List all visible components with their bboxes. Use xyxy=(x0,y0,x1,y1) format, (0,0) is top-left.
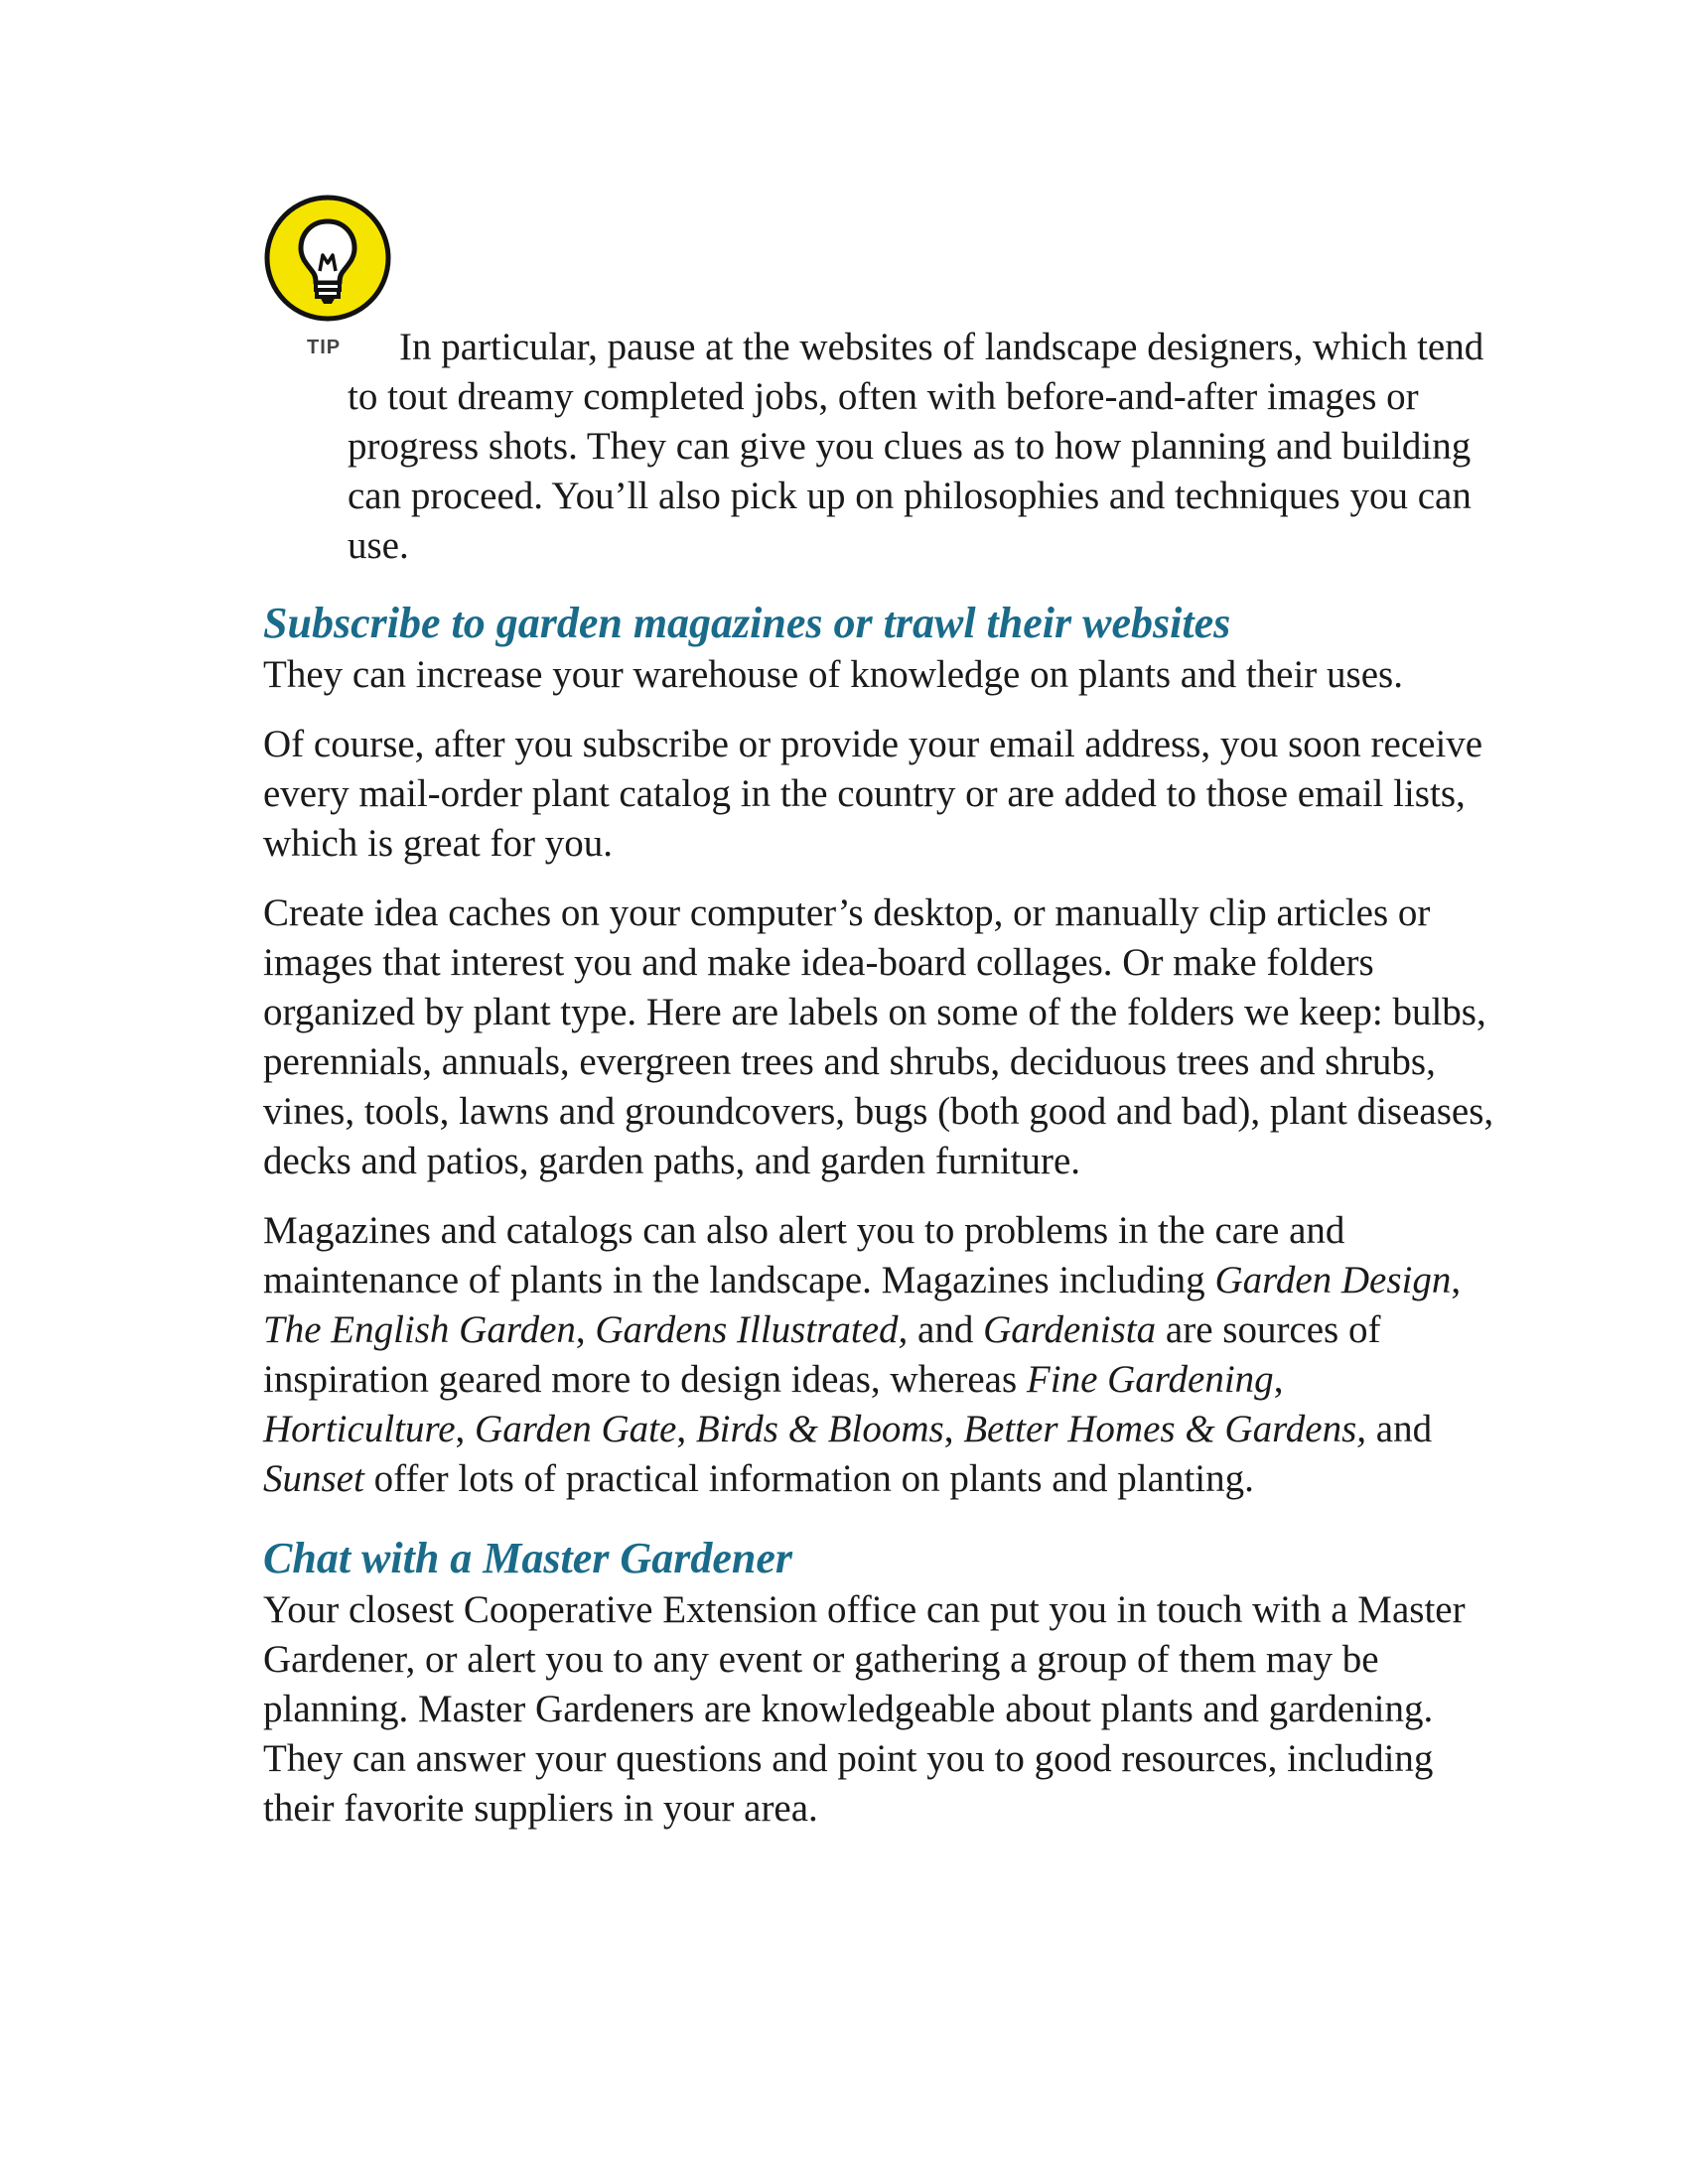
magazine-title: Better Homes & Gardens, xyxy=(963,1408,1367,1450)
magazine-title: Birds & Blooms xyxy=(695,1408,944,1450)
magazine-title: Garden Design xyxy=(1214,1259,1452,1301)
paragraph: Your closest Cooperative Extension office can put you in touch with a Master Gardener, or alert you to any event or gathering a group of them may be planning. Master Gardeners are knowledgeable about plants and gardening. They can answer your questions and point you to good resources, including their favorite suppliers in your area. xyxy=(263,1588,1466,1830)
magazine-title: Sunset xyxy=(263,1457,364,1500)
tip-text: In particular, pause at the websites of landscape designers, which tend to tout dreamy completed jobs, often with before-and-after images or progress shots. They can give you clues as to how planning and building can proceed. You’ll also pick up on philosophies and techniques you can use. xyxy=(348,326,1484,567)
magazine-title: Fine Gardening xyxy=(1026,1358,1274,1401)
section-heading-master-gardener: Chat with a Master Gardener xyxy=(263,1534,792,1582)
paragraph: Create idea caches on your computer’s desktop, or manually clip articles or images that interest you and make idea-board collages. Or make folders organized by plant type. Here are labels on some of the folders we keep: bulbs, perennials, annuals, evergreen trees and shrubs, deciduous trees and shrubs, vines, tools, lawns and groundcovers, bugs (both good and bad), plant diseases, decks and patios, garden paths, and garden furniture. xyxy=(263,891,1494,1182)
paragraph-magazines: Magazines and catalogs can also alert you to problems in the care and maintenance of plants in the landscape. Magazines including Garden Design, The English Garden, Gardens Illustrated, and Gardenista are sources of inspiration geared more to design ideas, whereas Fine Gardening, Horticulture, Garden Gate, Birds & Blooms, Better Homes & Gardens, and Sunset offer lots of practical information on plants and planting. xyxy=(263,1209,1462,1500)
section-heading-subscribe: Subscribe to garden magazines or trawl their websites xyxy=(263,599,1231,647)
magazine-title: Horticulture xyxy=(263,1408,456,1450)
tip-label: TIP xyxy=(307,337,342,358)
magazine-title: Gardenista xyxy=(983,1308,1157,1351)
magazine-title: Garden Gate xyxy=(475,1408,677,1450)
magazine-title: The English Garden xyxy=(263,1308,576,1351)
magazine-title: Gardens Illustrated, xyxy=(595,1308,909,1351)
tip-block xyxy=(263,194,1494,571)
lightbulb-icon xyxy=(263,194,392,323)
paragraph: They can increase your warehouse of knowledge on plants and their uses. xyxy=(263,653,1403,696)
page-content xyxy=(263,194,1494,1853)
paragraph: Of course, after you subscribe or provide your email address, you soon receive every mail-order plant catalog in the country or are added to those email lists, which is great for you. xyxy=(263,723,1483,865)
